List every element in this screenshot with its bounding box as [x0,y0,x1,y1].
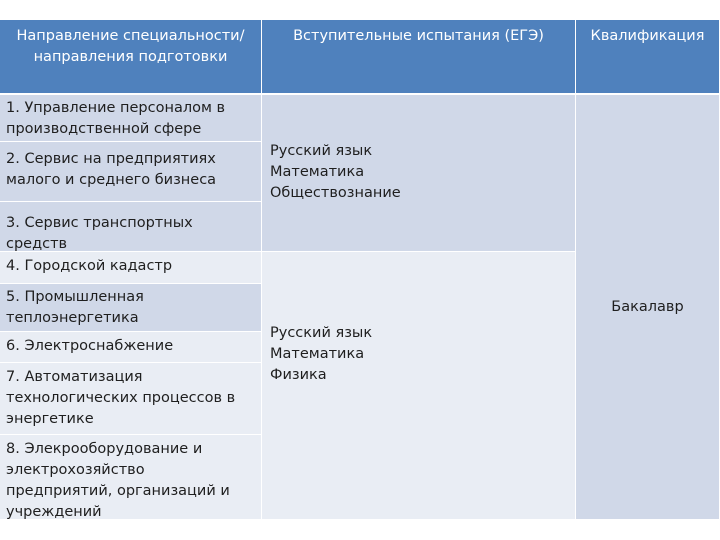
header-qualification: Квалификация [576,20,720,95]
header-direction: Направление специальности/направления подготовки [0,20,262,95]
header-exams: Вступительные испытания (ЕГЭ) [262,20,576,95]
direction-row-2: 2. Сервис на предприятиях малого и среднего бизнеса [0,142,262,202]
direction-row-6: 6. Электроснабжение [0,332,262,363]
exam-group-1: Русский язык Математика Обществознание [262,95,576,252]
direction-row-1: 1. Управление персоналом в производственной сфере [0,95,262,142]
qualification-value: Бакалавр [611,298,684,315]
admission-table [0,20,720,520]
direction-row-3: 3. Сервис транспортных средств [0,202,262,252]
direction-row-7: 7. Автоматизация технологических процессов в энергетике [0,363,262,435]
qualification-cell [576,95,720,520]
direction-row-5: 5. Промышленная теплоэнергетика [0,284,262,332]
direction-row-4: 4. Городской кадастр [0,252,262,284]
direction-row-8: 8. Элекрооборудование и электрохозяйство предприятий, организаций и учреждений [0,435,262,520]
exam-group-2: Русский язык Математика Физика [262,252,576,520]
